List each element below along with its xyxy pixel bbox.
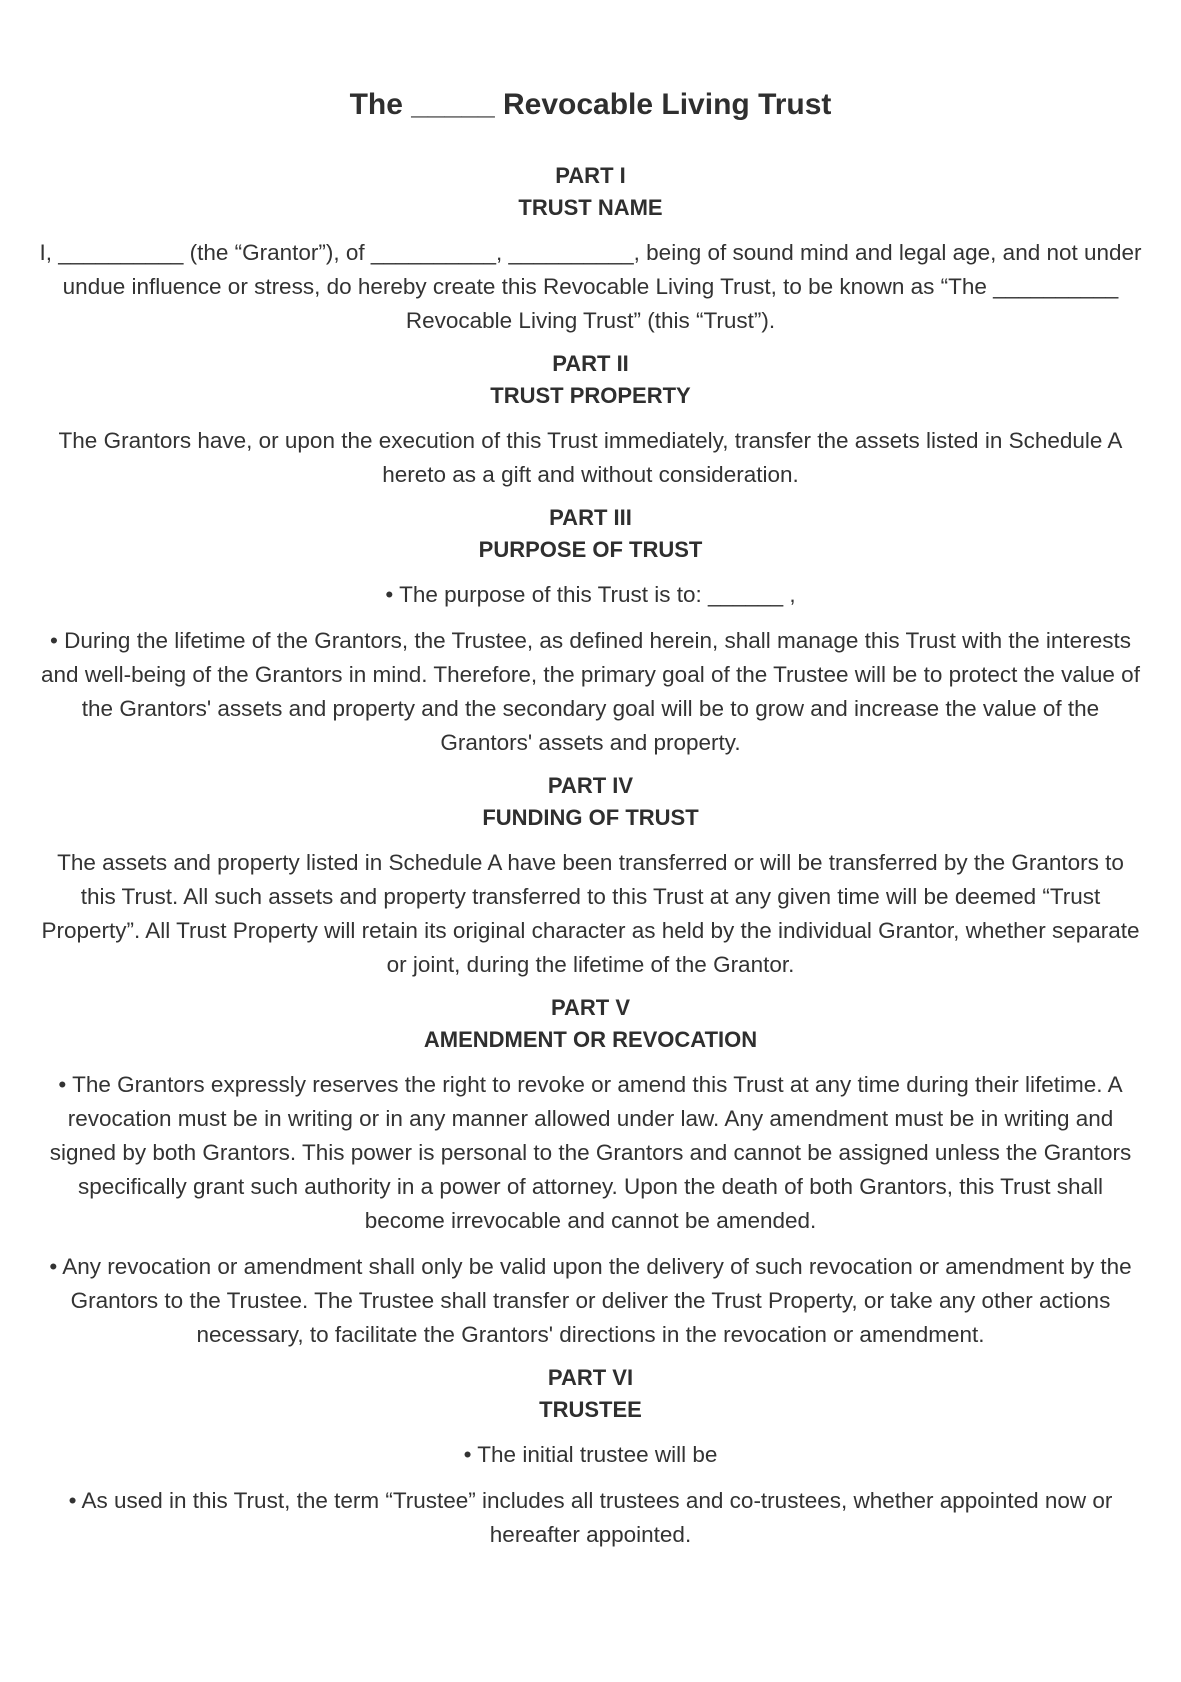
paragraph: • Any revocation or amendment shall only be valid upon the delivery of such revocation or amendment by the Grantors to the Trustee. The Trustee shall transfer or deliver the Trust Property, or take any other actions necessary, to facilitate the Grantors' directions in the revocation or amendment. [49,1254,1132,1347]
part-4 [38,770,1143,982]
paragraph: The assets and property listed in Schedule A have been transferred or will be transferred by the Grantors to this Trust. All such assets and property transferred to this Trust at any given time will be deemed “Trust Property”. All Trust Property will retain its original character as held by the individual Grantor, whether separate or joint, during the lifetime of the Grantor. [41,850,1140,977]
part-heading: TRUSTEE [539,1397,642,1422]
part-2 [38,348,1143,492]
paragraph: • The purpose of this Trust is to: ______ , [385,582,796,607]
part-number: PART IV [547,773,634,798]
paragraph: • As used in this Trust, the term “Trustee” includes all trustees and co-trustees, whether appointed now or hereafter appointed. [68,1488,1113,1547]
part-1 [38,160,1143,338]
paragraph: • The initial trustee will be [463,1442,718,1467]
part-heading: FUNDING OF TRUST [482,805,699,830]
part-6 [38,1362,1143,1552]
paragraph: • The Grantors expressly reserves the right to revoke or amend this Trust at any time during their lifetime. A revocation must be in writing or in any manner allowed under law. Any amendment must be in writing and signed by both Grantors. This power is personal to the Grantors and cannot be assigned unless the Grantors specifically grant such authority in a power of attorney. Upon the death of both Grantors, this Trust shall become irrevocable and cannot be amended. [49,1072,1132,1233]
part-heading: TRUST NAME [518,195,663,220]
part-3 [38,502,1143,760]
part-heading: PURPOSE OF TRUST [478,537,703,562]
paragraph: The Grantors have, or upon the execution of this Trust immediately, transfer the assets listed in Schedule A hereto as a gift and without consideration. [58,428,1123,487]
part-number: PART V [550,995,631,1020]
part-5 [38,992,1143,1352]
part-number: PART III [549,505,632,530]
part-number: PART II [552,351,629,376]
document-title: The _____ Revocable Living Trust [349,88,832,121]
part-heading: TRUST PROPERTY [490,383,691,408]
part-number: PART I [555,163,626,188]
part-number: PART VI [547,1365,634,1390]
paragraph: I, __________ (the “Grantor”), of __________, __________, being of sound mind and legal age, and not under undue influence or stress, do hereby create this Revocable Living Trust, to be known as “The __________ Revocable Living Trust” (this “Trust”). [39,240,1142,333]
part-heading: AMENDMENT OR REVOCATION [423,1027,758,1052]
paragraph: • During the lifetime of the Grantors, the Trustee, as defined herein, shall manage this Trust with the interests and well-being of the Grantors in mind. Therefore, the primary goal of the Trustee will be to protect the value of the Grantors' assets and property and the secondary goal will be to grow and increase the value of the Grantors' assets and property. [41,628,1140,755]
